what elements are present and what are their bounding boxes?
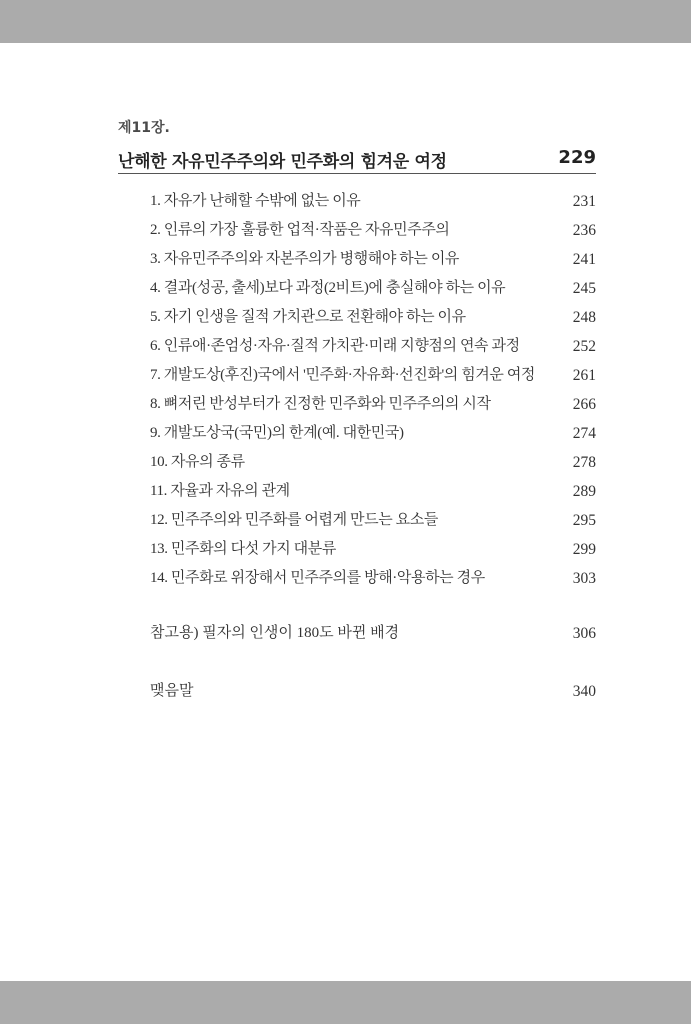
toc-entry-page: 299 — [572, 541, 596, 558]
toc-entry-page: 231 — [572, 193, 596, 210]
toc-entry-page: 303 — [572, 570, 596, 587]
toc-entry-title: 3. 자유민주주의와 자본주의가 병행해야 하는 이유 — [150, 251, 460, 267]
toc-entry — [150, 216, 596, 245]
toc-entry-title: 13. 민주화의 다섯 가지 대분류 — [150, 541, 336, 557]
toc-entry-page: 248 — [572, 309, 596, 326]
toc-entry-page: 295 — [572, 512, 596, 529]
toc-entry-title: 1. 자유가 난해할 수밖에 없는 이유 — [150, 193, 361, 209]
toc-entry — [150, 245, 596, 274]
toc-entry-page: 236 — [572, 222, 596, 239]
chapter-number: 제11장. — [118, 120, 170, 136]
closing-entry-title: 맺음말 — [150, 683, 194, 699]
toc-entry — [150, 274, 596, 303]
toc-entry-title: 6. 인류애·존엄성·자유·질적 가치관·미래 지향점의 연속 과정 — [150, 338, 520, 354]
chapter-page-number: 229 — [558, 147, 596, 168]
toc-entry-page: 274 — [572, 425, 596, 442]
top-gray-band — [0, 0, 691, 43]
toc-entry — [150, 332, 596, 361]
chapter-heading — [118, 145, 596, 174]
toc-entry — [150, 361, 596, 390]
toc-entry-page: 252 — [572, 338, 596, 355]
toc-entry-title: 2. 인류의 가장 훌륭한 업적·작품은 자유민주주의 — [150, 222, 450, 238]
toc-entry-page: 245 — [572, 280, 596, 297]
toc-entry — [150, 477, 596, 506]
toc-entry-page: 278 — [572, 454, 596, 471]
toc-entry — [150, 419, 596, 448]
toc-entry-title: 11. 자율과 자유의 관계 — [150, 483, 290, 499]
toc-entry — [150, 390, 596, 419]
toc-entry-title: 5. 자기 인생을 질적 가치관으로 전환해야 하는 이유 — [150, 309, 466, 325]
closing-entry-page: 340 — [572, 683, 596, 700]
toc-entry — [150, 448, 596, 477]
reference-entry-title: 참고용) 필자의 인생이 180도 바뀐 배경 — [150, 625, 400, 641]
toc-entry-page: 241 — [572, 251, 596, 268]
toc-entry-title: 4. 결과(성공, 출세)보다 과정(2비트)에 충실해야 하는 이유 — [150, 280, 506, 296]
toc-entry — [150, 535, 596, 564]
toc-entry-title: 10. 자유의 종류 — [150, 454, 245, 470]
toc-entry — [150, 564, 596, 593]
bottom-gray-band — [0, 981, 691, 1024]
toc-entry — [150, 187, 596, 216]
toc-entry — [150, 303, 596, 332]
toc-entry-title: 12. 민주주의와 민주화를 어렵게 만드는 요소들 — [150, 512, 438, 528]
toc-entry-title: 8. 뼈저린 반성부터가 진정한 민주화와 민주주의의 시작 — [150, 396, 491, 412]
closing-entry — [150, 677, 596, 706]
toc-entry-page: 289 — [572, 483, 596, 500]
toc-entry — [150, 506, 596, 535]
toc-entry-page: 261 — [572, 367, 596, 384]
toc-list — [150, 187, 596, 593]
reference-entry-page: 306 — [572, 625, 596, 642]
toc-entry-title: 14. 민주화로 위장해서 민주주의를 방해·악용하는 경우 — [150, 570, 485, 586]
toc-entry-page: 266 — [572, 396, 596, 413]
chapter-title: 난해한 자유민주주의와 민주화의 힘겨운 여정 — [118, 152, 447, 172]
toc-entry-title: 9. 개발도상국(국민)의 한계(예. 대한민국) — [150, 425, 404, 441]
reference-entry — [150, 619, 596, 648]
toc-entry-title: 7. 개발도상(후진)국에서 '민주화·자유화·선진화'의 힘겨운 여정 — [150, 367, 535, 383]
